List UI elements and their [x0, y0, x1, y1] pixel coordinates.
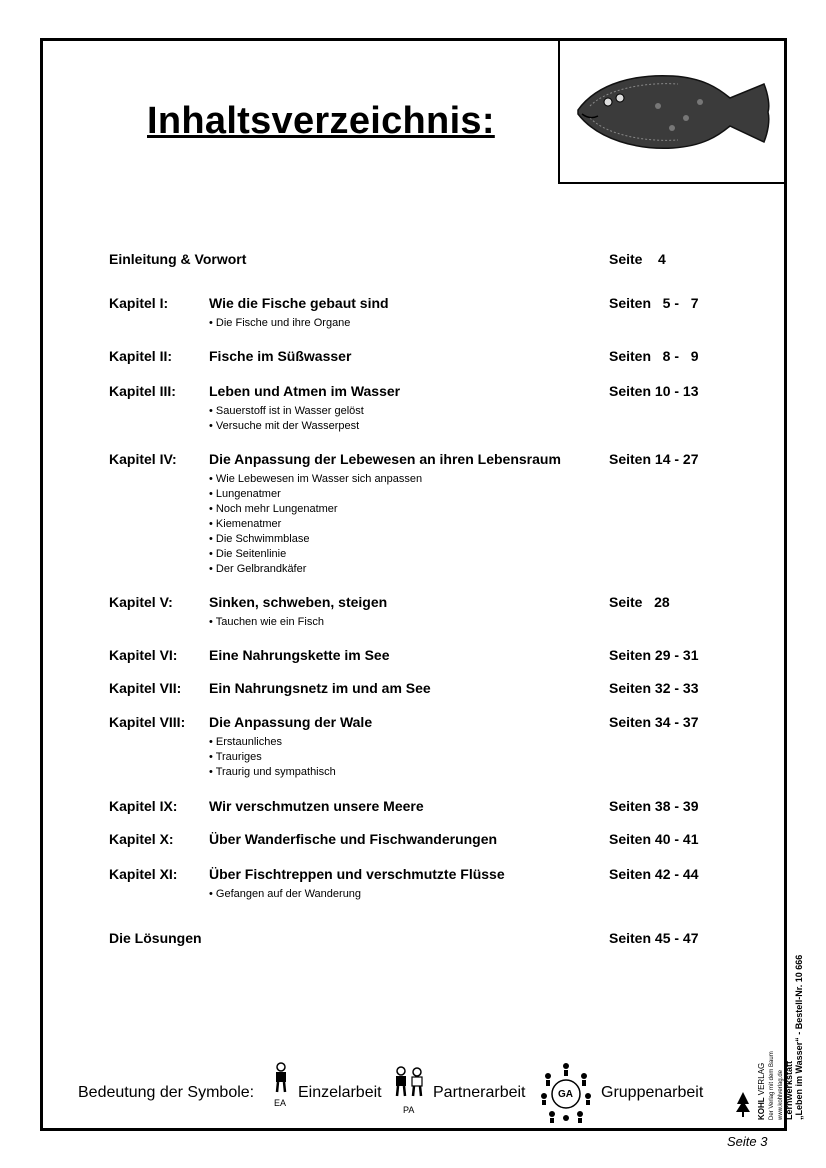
page-title: Inhaltsverzeichnis:	[147, 100, 495, 142]
publisher-imprint	[757, 1051, 784, 1120]
toc-chapter-title: Sinken, schweben, steigen	[209, 594, 388, 610]
toc-subtopic: • Die Schwimmblase	[209, 533, 310, 545]
partner-icon	[392, 1066, 426, 1098]
toc-subtopic: • Kiemenatmer	[209, 518, 282, 530]
toc-chapter-label: Kapitel VII:	[109, 680, 182, 696]
toc-subtopic: • Wie Lebewesen im Wasser sich anpassen	[209, 473, 423, 485]
toc-chapter-label: Die Lösungen	[109, 930, 202, 946]
legend-label: Bedeutung der Symbole:	[78, 1084, 255, 1101]
toc-subtopic: • Sauerstoff ist in Wasser gelöst	[209, 405, 364, 417]
toc-chapter-label: Kapitel IX:	[109, 798, 178, 814]
toc-chapter-label: Kapitel X:	[109, 831, 174, 847]
symbol-caption-ea: EA	[274, 1098, 287, 1108]
toc-chapter-title: Die Anpassung der Wale	[209, 714, 373, 730]
toc-subtopic: • Trauriges	[209, 751, 262, 763]
legend-pa-label: Partnerarbeit	[433, 1084, 526, 1101]
toc-pages: Seiten 40 - 41	[609, 831, 699, 847]
toc-subtopic: • Traurig und sympathisch	[209, 766, 336, 778]
publisher-suffix: VERLAG	[757, 1062, 766, 1096]
toc-chapter-title: Die Anpassung der Lebewesen an ihren Lebensraum	[209, 451, 561, 467]
toc-pages: Seite 28	[609, 594, 670, 610]
side-series: Lernwerkstatt	[784, 1060, 794, 1120]
toc-chapter-label: Kapitel VIII:	[109, 714, 186, 730]
toc-pages: Seite 4	[609, 251, 666, 267]
page-number: Seite 3	[727, 1134, 768, 1149]
toc-chapter-label: Kapitel III:	[109, 383, 176, 399]
symbol-caption-pa: PA	[403, 1105, 415, 1115]
toc-chapter-title: Ein Nahrungsnetz im und am See	[209, 680, 431, 696]
toc-chapter-title: Eine Nahrungskette im See	[209, 647, 390, 663]
publisher-url: www.kohlverlag.de	[778, 1069, 784, 1120]
toc-subtopic: • Noch mehr Lungenatmer	[209, 503, 338, 515]
toc-chapter-label: Einleitung & Vorwort	[109, 251, 247, 267]
side-imprint	[784, 955, 804, 1120]
legend-ga-label: Gruppenarbeit	[601, 1084, 704, 1101]
toc-pages: Seiten 42 - 44	[609, 866, 699, 882]
toc-chapter-label: Kapitel I:	[109, 295, 169, 311]
toc-pages: Seiten 32 - 33	[609, 680, 699, 696]
side-order-number: „Leben im Wasser“ - Bestell-Nr. 10 666	[794, 954, 804, 1120]
toc-chapter-label: Kapitel IV:	[109, 451, 177, 467]
toc-subtopics	[209, 735, 336, 780]
toc-subtopics	[209, 472, 422, 577]
publisher-name: KOHL	[757, 1097, 766, 1120]
toc-subtopic: • Die Fische und ihre Organe	[209, 317, 351, 329]
toc-chapter-title: Wir verschmutzen unsere Meere	[209, 798, 424, 814]
toc-pages: Seiten 45 - 47	[609, 930, 699, 946]
fish-illustration-box	[558, 40, 786, 184]
toc-pages: Seiten 14 - 27	[609, 451, 699, 467]
toc-pages: Seiten 29 - 31	[609, 647, 699, 663]
toc-chapter-title: Wie die Fische gebaut sind	[209, 295, 389, 311]
toc-pages: Seiten 5 - 7	[609, 295, 699, 311]
legend-ea-label: Einzelarbeit	[298, 1084, 382, 1101]
toc-chapter-label: Kapitel XI:	[109, 866, 178, 882]
page-frame	[40, 38, 787, 1131]
toc-subtopics	[209, 404, 364, 434]
toc-subtopics	[209, 887, 361, 902]
publisher-slogan: Der Verlag mit dem Baum	[769, 1051, 775, 1120]
toc-chapter-title: Fische im Süßwasser	[209, 348, 352, 364]
toc-pages: Seiten 34 - 37	[609, 714, 699, 730]
tree-logo-icon	[734, 1090, 752, 1118]
toc-subtopic: • Gefangen auf der Wanderung	[209, 888, 362, 900]
toc-pages: Seiten 8 - 9	[609, 348, 699, 364]
toc-subtopic: • Der Gelbrandkäfer	[209, 563, 307, 575]
toc-subtopic: • Die Seitenlinie	[209, 548, 287, 560]
toc-chapter-title: Über Wanderfische und Fischwanderungen	[209, 831, 498, 847]
single-person-icon	[271, 1062, 291, 1094]
toc-subtopic: • Erstaunliches	[209, 736, 282, 748]
toc-pages: Seiten 10 - 13	[609, 383, 699, 399]
toc-subtopic: • Tauchen wie ein Fisch	[209, 616, 324, 628]
toc-pages: Seiten 38 - 39	[609, 798, 699, 814]
toc-subtopic: • Versuche mit der Wasserpest	[209, 420, 360, 432]
toc-subtopic: • Lungenatmer	[209, 488, 281, 500]
toc-subtopics	[209, 316, 350, 331]
toc-chapter-title: Leben und Atmen im Wasser	[209, 383, 401, 399]
toc-chapter-label: Kapitel VI:	[109, 647, 178, 663]
toc-subtopics	[209, 615, 324, 630]
toc-chapter-label: Kapitel V:	[109, 594, 173, 610]
toc-chapter-title: Über Fischtreppen und verschmutzte Flüsse	[209, 866, 505, 882]
toc-chapter-label: Kapitel II:	[109, 348, 173, 364]
flatfish-illustration	[568, 62, 780, 162]
symbol-caption-ga: GA	[558, 1089, 573, 1100]
